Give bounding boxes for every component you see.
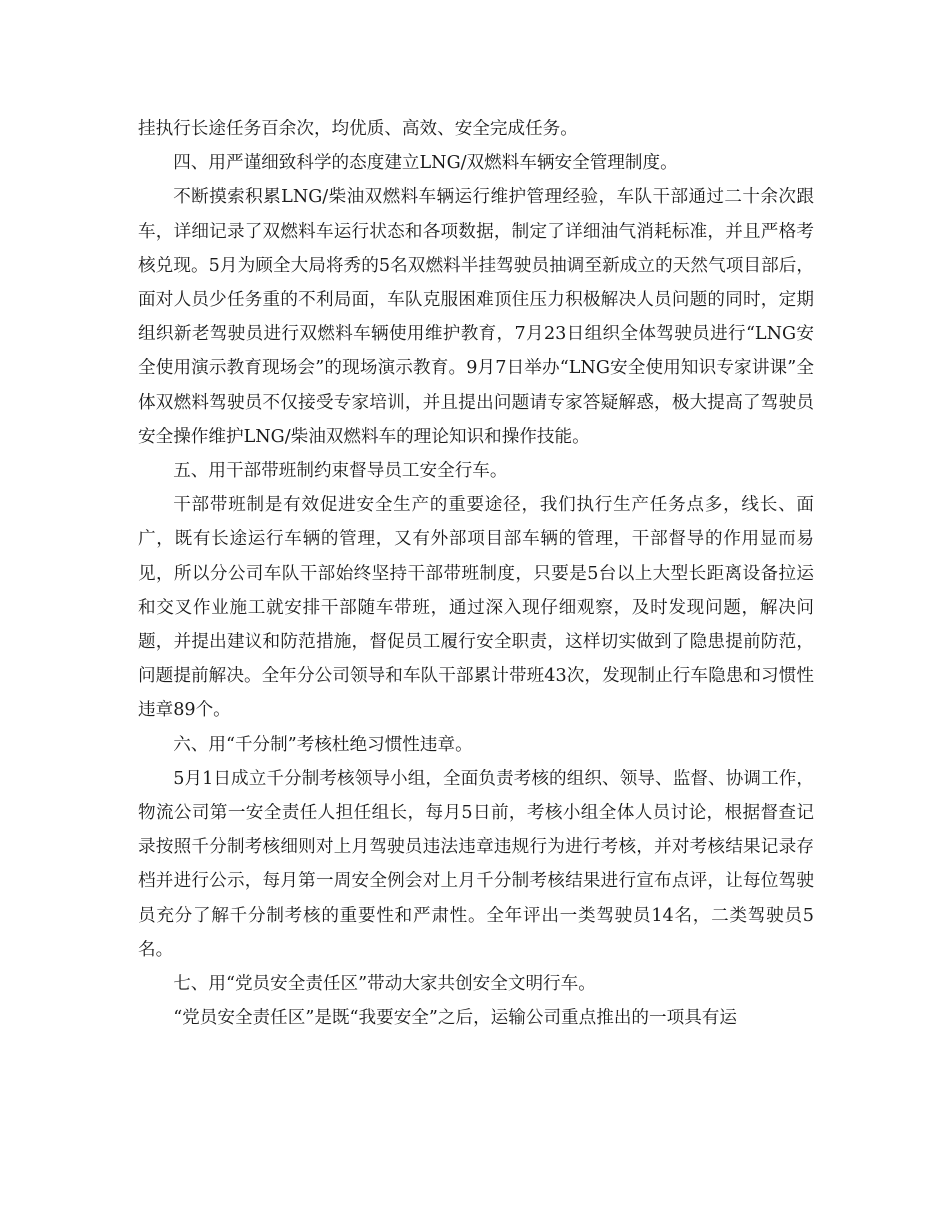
section-heading-7: 七、用“党员安全责任区”带动大家共创安全文明行车。 bbox=[173, 974, 596, 995]
section-heading-4: 四、用严谨细致科学的态度建立LNG/双燃料车辆安全管理制度。 bbox=[173, 153, 678, 174]
paragraph-thousand-point-system: 5月1日成立千分制考核领导小组，全面负责考核的组织、领导、监督、协调工作，物流公司第一安全责任人担任组长，每月5日前，考核小组全体人员讨论，根据督查记录按照千分制考核细则对上月驾驶员违法违章违规行为进行考核，并对考核结果记录存档并进行公示，每月第一周安全例会对上月千分制考核结果进行宣布点评，让每位驾驶员充分了解千分制考核的重要性和严肃性。全年评出一类驾驶员14名，二类驾驶员5名。 bbox=[138, 768, 814, 960]
document-body bbox=[138, 112, 814, 1035]
paragraph-cadre-shift: 干部带班制是有效促进安全生产的重要途径，我们执行生产任务点多，线长、面广，既有长途运行车辆的管理，又有外部项目部车辆的管理，干部督导的作用显而易见，所以分公司车队干部始终坚持干部带班制度，只要是5台以上大型长距离设备拉运和交叉作业施工就安排干部随车带班，通过深入现仔细观察，及时发现问题，解决问题，并提出建议和防范措施，督促员工履行安全职责，这样切实做到了隐患提前防范，问题提前解决。全年分公司领导和车队干部累计带班43次，发现制止行车隐患和习惯性违章89个。 bbox=[138, 495, 814, 721]
section-heading-6: 六、用“千分制”考核杜绝习惯性违章。 bbox=[173, 734, 473, 755]
paragraph-lng-management: 不断摸索积累LNG/柴油双燃料车辆运行维护管理经验，车队干部通过二十余次跟车，详细记录了双燃料车运行状态和各项数据，制定了详细油气消耗标准，并且严格考核兑现。5月为顾全大局将秀的5名双燃料半挂驾驶员抽调至新成立的天然气项目部后，面对人员少任务重的不利局面，车队克服困难顶住压力积极解决人员问题的同时，定期组织新老驾驶员进行双燃料车辆使用维护教育，7月23日组织全体驾驶员进行“LNG安全使用演示教育现场会”的现场演示教育。9月7日举办“LNG安全使用知识专家讲课”全体双燃料驾驶员不仅接受专家培训，并且提出问题请专家答疑解惑，极大提高了驾驶员安全操作维护LNG/柴油双燃料车的理论知识和操作技能。 bbox=[138, 187, 814, 447]
section-heading-5: 五、用干部带班制约束督导员工安全行车。 bbox=[173, 461, 508, 482]
paragraph-continuation: 挂执行长途任务百余次，均优质、高效、安全完成任务。 bbox=[138, 119, 578, 139]
paragraph-party-member-zone: “党员安全责任区”是既“我要安全”之后，运输公司重点推出的一项具有运 bbox=[173, 1008, 737, 1029]
